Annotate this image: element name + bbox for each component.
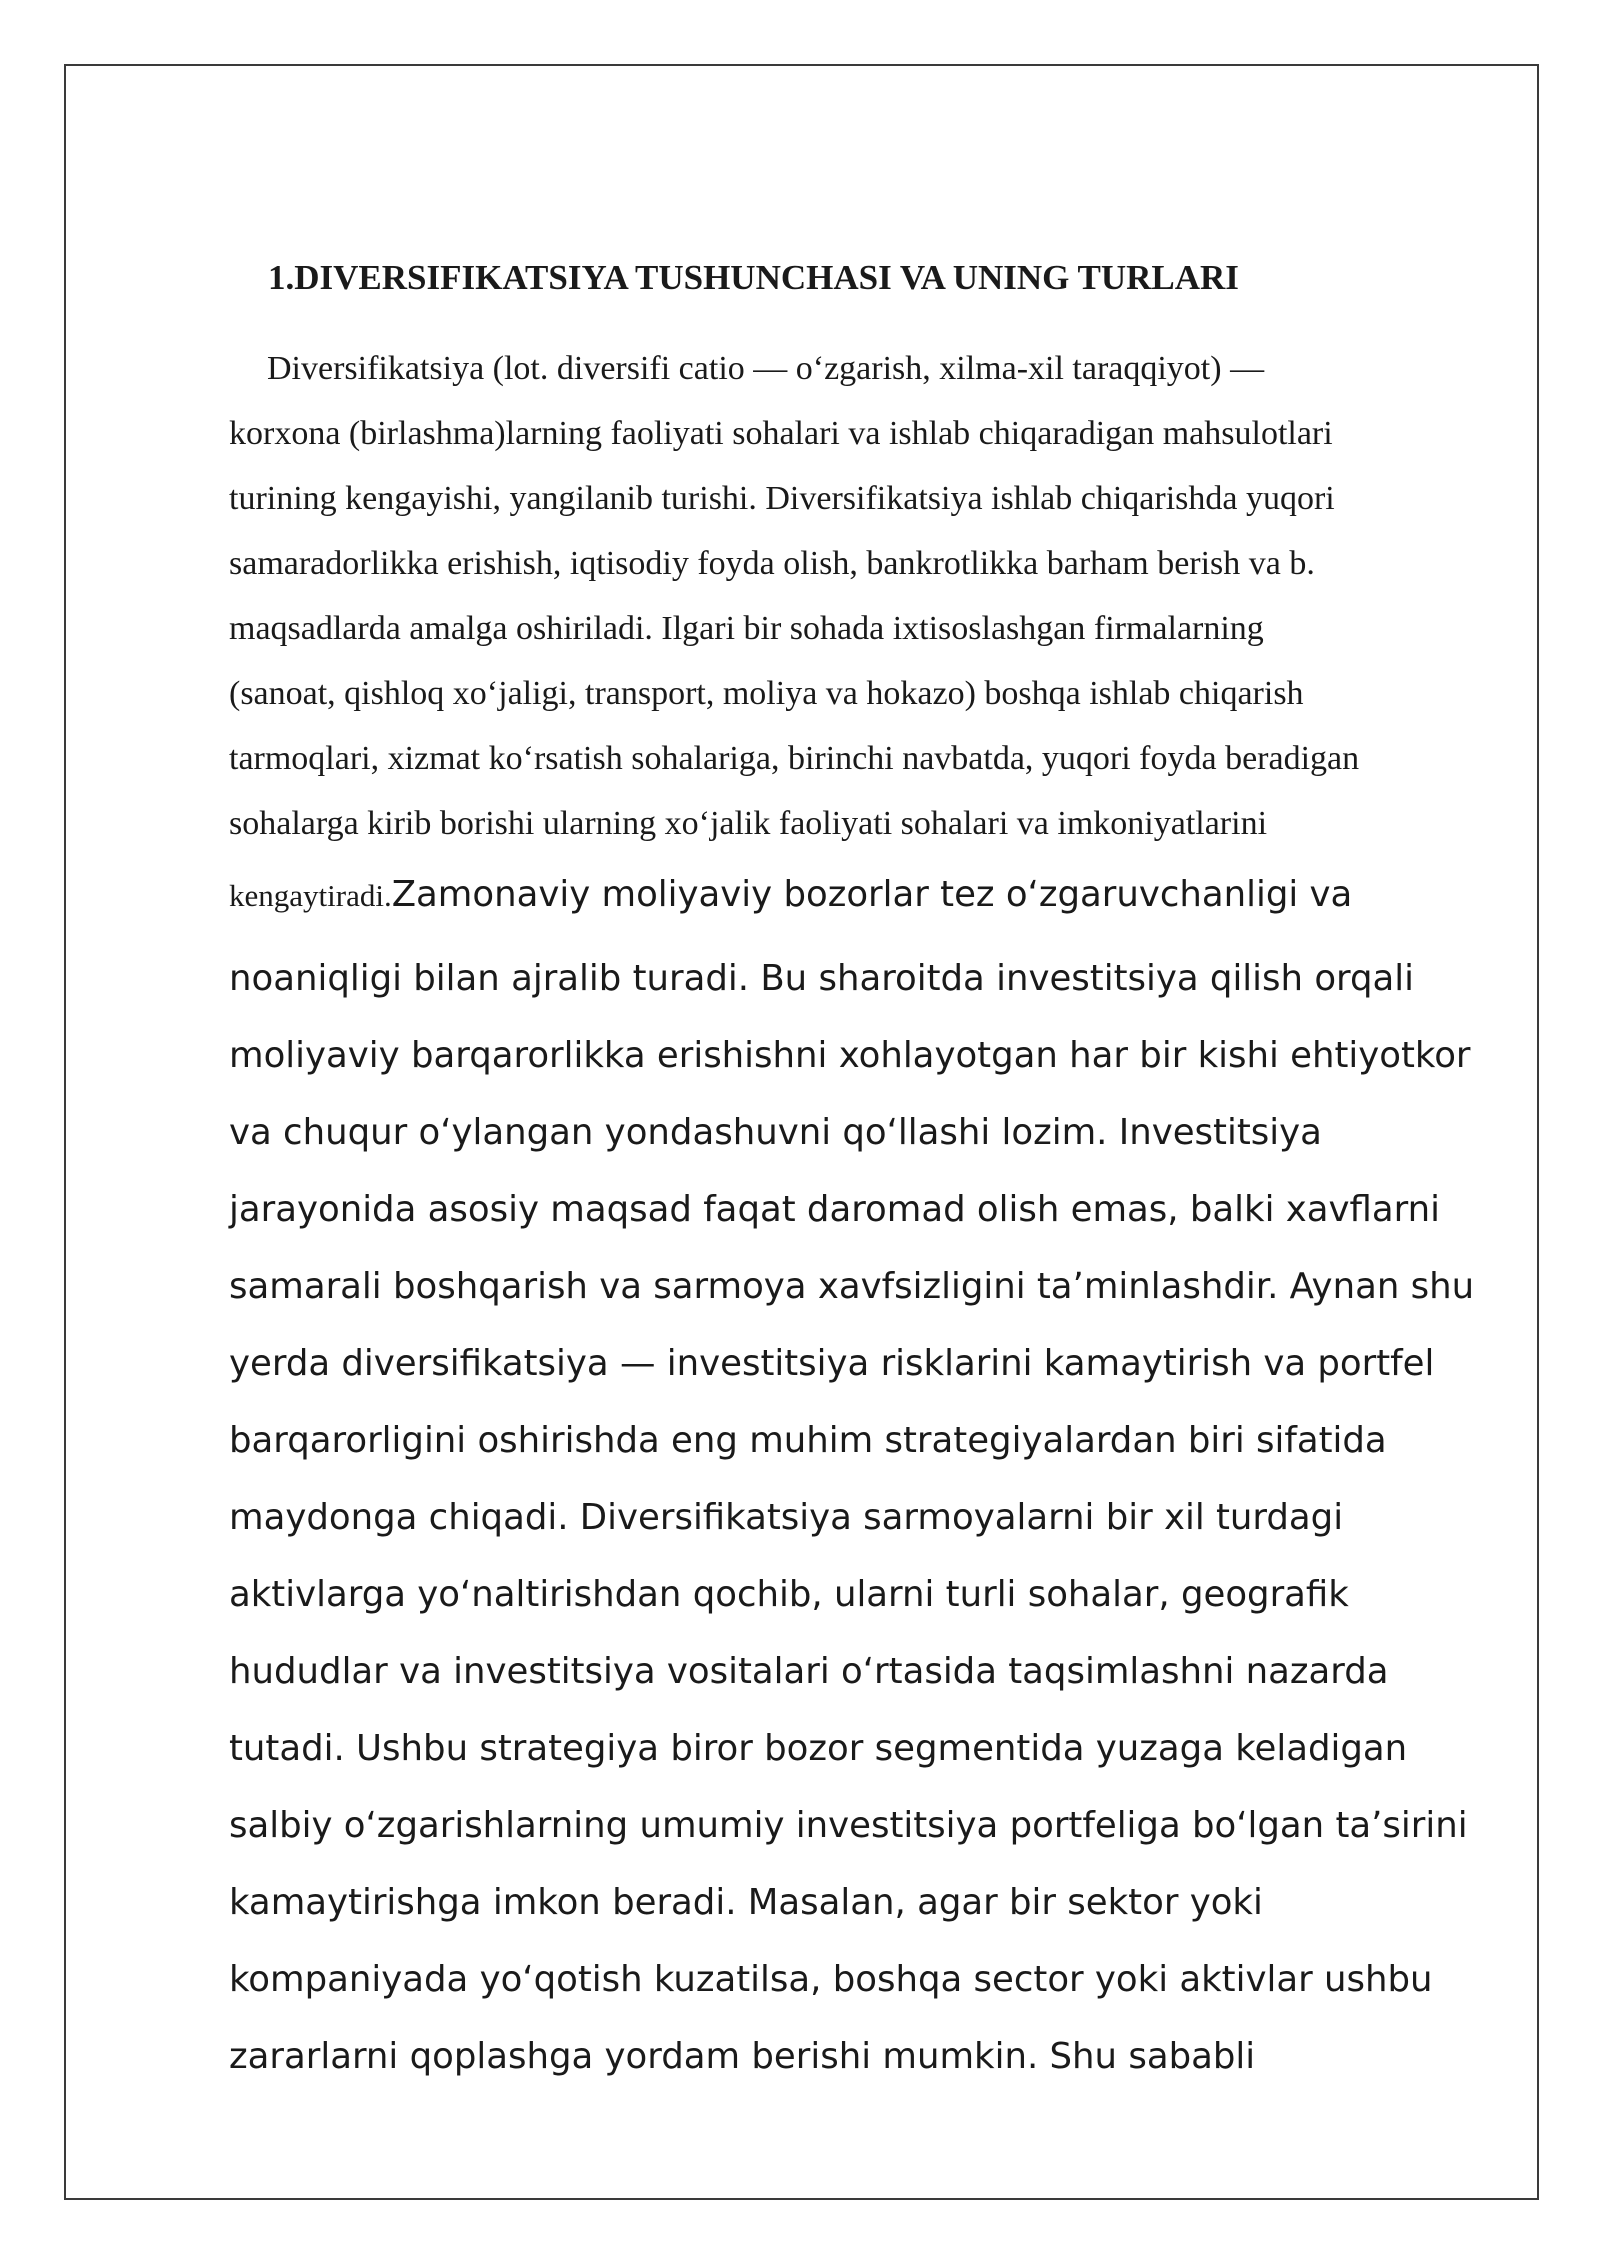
text-line: samarali boshqarish va sarmoya xavfsizligini ta’minlashdir. Aynan shu <box>229 1266 1475 1307</box>
text-line: noaniqligi bilan ajralib turadi. Bu sharoitda investitsiya qilish orqali <box>229 958 1415 999</box>
text-line: tutadi. Ushbu strategiya biror bozor segmentida yuzaga keladigan <box>229 1728 1408 1769</box>
text-line: aktivlarga yo‘naltirishdan qochib, ularni turli sohalar, geografik <box>229 1574 1349 1615</box>
text-line: kompaniyada yo‘qotish kuzatilsa, boshqa sector yoki aktivlar ushbu <box>229 1959 1433 2000</box>
text-line: maydonga chiqadi. Diversifikatsiya sarmoyalarni bir xil turdagi <box>229 1497 1344 1538</box>
text-line: kamaytirishga imkon beradi. Masalan, agar bir sektor yoki <box>229 1882 1263 1923</box>
text-line: samaradorlikka erishish, iqtisodiy foyda olish, bankrotlikka barham berish va b. <box>229 545 1315 582</box>
serif-tail-text: kengaytiradi. <box>229 878 392 913</box>
document-body <box>229 250 1529 2095</box>
sans-text-block <box>229 940 1529 2095</box>
body-paragraph <box>229 336 1529 2095</box>
text-line: yerda diversifikatsiya — investitsiya risklarini kamaytirish va portfel <box>229 1343 1435 1384</box>
text-line: maqsadlarda amalga oshiriladi. Ilgari bir sohada ixtisoslashgan firmalarning <box>229 610 1264 647</box>
text-line: hududlar va investitsiya vositalari o‘rtasida taqsimlashni nazarda <box>229 1651 1389 1692</box>
text-line: jarayonida asosiy maqsad faqat daromad olish emas, balki xavflarni <box>229 1189 1440 1230</box>
serif-text-block <box>229 336 1529 856</box>
text-line: (sanoat, qishloq xo‘jaligi, transport, moliya va hokazo) boshqa ishlab chiqarish <box>229 675 1304 712</box>
text-line: sohalarga kirib borishi ularning xo‘jalik faoliyati sohalari va imkoniyatlarini <box>229 805 1268 842</box>
text-line: korxona (birlashma)larning faoliyati sohalari va ishlab chiqaradigan mahsulotlari <box>229 415 1333 452</box>
section-heading: 1.DIVERSIFIKATSIYA TUSHUNCHASI VA UNING TURLARI <box>268 258 1239 297</box>
text-line: zararlarni qoplashga yordam berishi mumkin. Shu sababli <box>229 2036 1256 2077</box>
text-line: Diversifikatsiya (lot. diversifi catio — o‘zgarish, xilma-xil taraqqiyot) — <box>267 350 1265 387</box>
text-line: turining kengayishi, yangilanib turishi. Diversifikatsiya ishlab chiqarishda yuqori <box>229 480 1335 517</box>
sans-text-start: Zamonaviy moliyaviy bozorlar tez o‘zgaruvchanligi va <box>391 874 1353 915</box>
text-line: barqarorligini oshirishda eng muhim strategiyalardan biri sifatida <box>229 1420 1387 1461</box>
mixed-font-line <box>229 856 1529 940</box>
text-line: moliyaviy barqarorlikka erishishni xohlayotgan har bir kishi ehtiyotkor <box>229 1035 1471 1076</box>
text-line: tarmoqlari, xizmat ko‘rsatish sohalariga, birinchi navbatda, yuqori foyda beradigan <box>229 740 1360 777</box>
text-line: va chuqur o‘ylangan yondashuvni qo‘llashi lozim. Investitsiya <box>229 1112 1322 1153</box>
text-line: salbiy o‘zgarishlarning umumiy investitsiya portfeliga bo‘lgan ta’sirini <box>229 1805 1468 1846</box>
